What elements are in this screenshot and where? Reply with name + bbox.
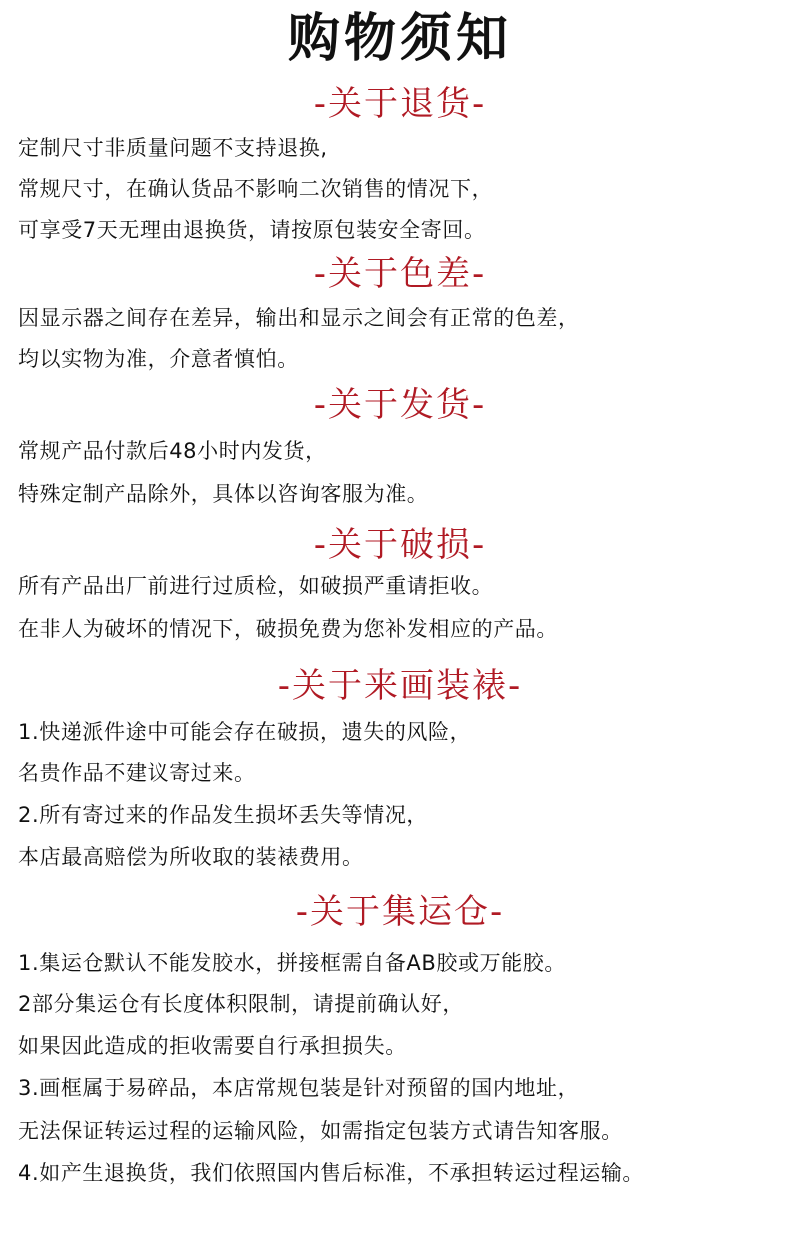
section-framing-line: 2.所有寄过来的作品发生损坏丢失等情况， xyxy=(18,803,429,827)
section-framing-line: 本店最高赔偿为所收取的装裱费用。 xyxy=(18,845,364,869)
section-shipping-line: 特殊定制产品除外，具体以咨询客服为准。 xyxy=(18,482,429,506)
section-consolidation-line: 如果因此造成的拒收需要自行承担损失。 xyxy=(18,1034,407,1058)
section-framing-line: 名贵作品不建议寄过来。 xyxy=(18,761,256,785)
section-color-line: 因显示器之间存在差异，输出和显示之间会有正常的色差， xyxy=(18,306,580,330)
section-damage-line: 在非人为破坏的情况下，破损免费为您补发相应的产品。 xyxy=(18,617,558,641)
section-consolidation-line: 4.如产生退换货，我们依照国内售后标准，不承担转运过程运输。 xyxy=(18,1161,645,1185)
section-color-heading: -关于色差- xyxy=(313,254,487,294)
section-color-line: 均以实物为准，介意者慎怕。 xyxy=(18,347,299,371)
section-framing-heading: -关于来画装裱- xyxy=(277,666,523,706)
section-returns-line: 可享受7天无理由退换货，请按原包装安全寄回。 xyxy=(18,218,486,242)
section-returns-line: 常规尺寸，在确认货品不影响二次销售的情况下， xyxy=(18,177,494,201)
section-consolidation-line: 无法保证转运过程的运输风险，如需指定包装方式请告知客服。 xyxy=(18,1119,623,1143)
section-shipping-heading: -关于发货- xyxy=(313,385,487,425)
section-framing-line: 1.快递派件途中可能会存在破损，遗失的风险， xyxy=(18,720,472,744)
section-consolidation-line: 1.集运仓默认不能发胶水，拼接框需自备AB胶或万能胶。 xyxy=(18,951,567,975)
section-returns-line: 定制尺寸非质量问题不支持退换, xyxy=(18,136,328,160)
section-consolidation-line: 2部分集运仓有长度体积限制，请提前确认好， xyxy=(18,992,464,1016)
section-consolidation-line: 3.画框属于易碎品，本店常规包装是针对预留的国内地址， xyxy=(18,1076,580,1100)
section-damage-heading: -关于破损- xyxy=(313,525,487,565)
section-returns-heading: -关于退货- xyxy=(313,84,487,124)
section-consolidation-heading: -关于集运仓- xyxy=(295,892,505,932)
section-shipping-line: 常规产品付款后48小时内发货， xyxy=(18,439,327,463)
page-title: 购物须知 xyxy=(287,9,512,69)
section-damage-line: 所有产品出厂前进行过质检，如破损严重请拒收。 xyxy=(18,574,494,598)
